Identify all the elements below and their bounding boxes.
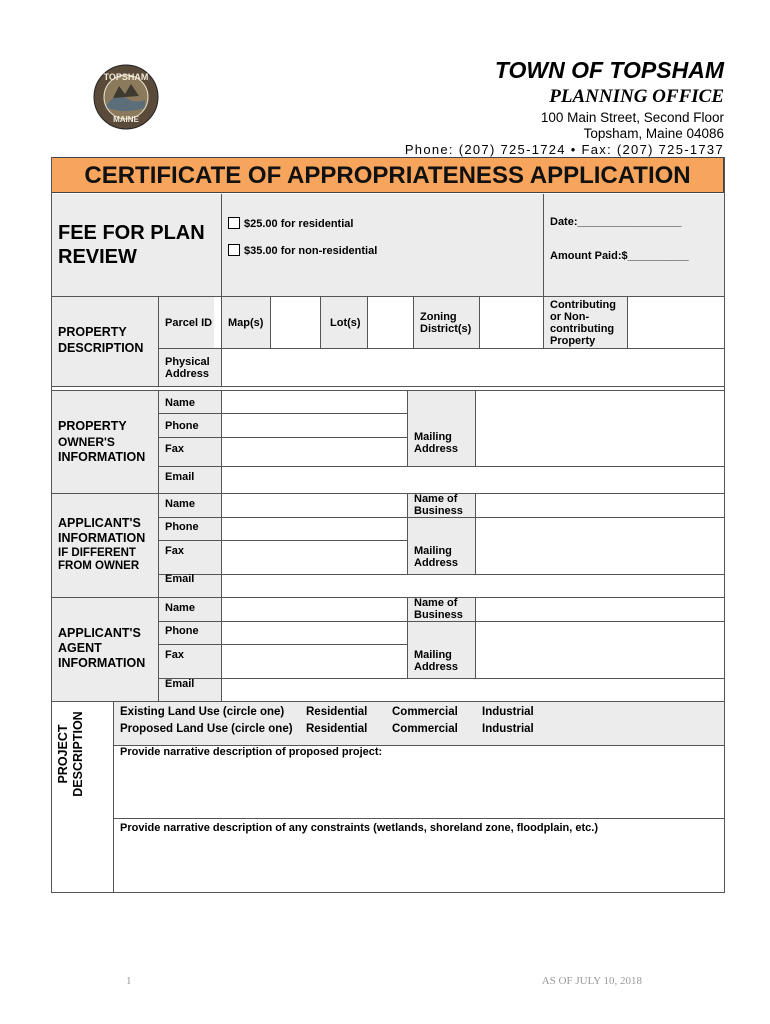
agent-v1 — [158, 597, 159, 701]
prop-v8 — [543, 296, 544, 348]
applicant-fax-label: Fax — [165, 545, 184, 557]
applicant-email-label: Email — [165, 573, 195, 585]
town-seal-logo — [93, 64, 159, 130]
constraints-label: Provide narrative description of any constraints (wetlands, shoreland zone, floodplain, etc.) — [120, 822, 598, 834]
applicant-name-input[interactable] — [222, 494, 406, 516]
physical-address-label-line1: Physical — [165, 356, 210, 368]
proposed-land-use-label: Proposed Land Use (circle one) — [120, 723, 293, 735]
agent-bottom — [51, 701, 725, 702]
amount-paid-field[interactable]: Amount Paid:$__________ — [550, 250, 689, 262]
parcel-id-label: Parcel ID — [165, 317, 213, 329]
owner-fax-label: Fax — [165, 443, 184, 455]
project-h2 — [113, 818, 725, 819]
owner-mailing-input[interactable] — [476, 391, 723, 465]
contrib-label-line2: or Non- — [550, 311, 590, 323]
proposed-commercial-option[interactable]: Commercial — [392, 723, 458, 735]
owner-name-input[interactable] — [222, 391, 406, 412]
outer-left-border — [51, 157, 52, 893]
owner-phone-input[interactable] — [222, 414, 406, 436]
lots-label: Lot(s) — [330, 317, 361, 329]
owner-heading-line3: INFORMATION — [58, 450, 146, 464]
existing-industrial-option[interactable]: Industrial — [482, 706, 534, 718]
svg-text:TOPSHAM: TOPSHAM — [103, 72, 149, 82]
owner-phone-label: Phone — [165, 420, 199, 432]
title-band — [51, 157, 724, 193]
agent-fax-label: Fax — [165, 649, 184, 661]
agent-business-label-line1: Name of — [414, 597, 458, 609]
applicant-business-label-line1: Name of — [414, 493, 458, 505]
outer-right-border — [724, 157, 725, 893]
applicant-mailing-label-line2: Address — [414, 557, 459, 569]
owner-fax-input[interactable] — [222, 438, 406, 465]
agent-mailing-input[interactable] — [476, 622, 723, 677]
proposed-industrial-option[interactable]: Industrial — [482, 723, 534, 735]
prop-v1 — [158, 296, 159, 386]
agent-business-label-line2: Business — [414, 609, 463, 621]
owner-heading-line2: OWNER'S — [58, 435, 115, 449]
residential-fee-label: $25.00 for residential — [244, 218, 354, 230]
app-v1 — [158, 493, 159, 597]
address-line-2: Topsham, Maine 04086 — [583, 126, 724, 141]
svg-text:MAINE: MAINE — [113, 115, 139, 124]
physical-address-input[interactable] — [222, 349, 723, 385]
owner-mailing-label-line2: Address — [414, 443, 459, 455]
applicant-mailing-input[interactable] — [476, 518, 723, 573]
nonresidential-fee-label: $35.00 for non-residential — [244, 245, 378, 257]
constraints-input[interactable] — [114, 836, 724, 892]
applicant-heading-line1: APPLICANT'S — [58, 516, 141, 530]
fee-heading-line2: REVIEW — [58, 246, 137, 268]
proposed-residential-option[interactable]: Residential — [306, 723, 368, 735]
project-heading — [56, 706, 104, 802]
fee-heading-line1: FEE FOR PLAN — [58, 222, 205, 244]
applicant-heading-line3: IF DIFFERENT — [58, 547, 136, 559]
owner-email-label: Email — [165, 471, 195, 483]
address-line-1: 100 Main Street, Second Floor — [540, 110, 724, 125]
contrib-label-line3: contributing — [550, 323, 615, 335]
outer-bottom-border — [51, 892, 725, 893]
agent-email-label: Email — [165, 678, 195, 690]
applicant-email-input[interactable] — [222, 575, 723, 596]
town-name: TOWN OF TOPSHAM — [494, 57, 724, 83]
residential-fee-checkbox[interactable] — [228, 217, 240, 229]
maps-input[interactable] — [271, 297, 319, 347]
applicant-heading-line2: INFORMATION — [58, 531, 146, 545]
zoning-label-line1: Zoning — [420, 311, 457, 323]
applicant-name-label: Name — [165, 498, 195, 510]
agent-phone-label: Phone — [165, 625, 199, 637]
phone-fax: Phone: (207) 725-1724 • Fax: (207) 725-1737 — [404, 142, 724, 157]
fee-shade — [52, 194, 724, 296]
project-heading-line2: DESCRIPTION — [71, 711, 85, 797]
form-title: CERTIFICATE OF APPROPRIATENESS APPLICATION — [84, 162, 691, 189]
agent-heading-line2: AGENT — [58, 641, 102, 655]
applicant-phone-input[interactable] — [222, 518, 406, 539]
agent-name-input[interactable] — [222, 598, 406, 620]
existing-land-use-label: Existing Land Use (circle one) — [120, 706, 285, 718]
owner-heading-line1: PROPERTY — [58, 419, 127, 433]
applicant-business-input[interactable] — [476, 494, 723, 516]
applicant-business-label-line2: Business — [414, 505, 463, 517]
owner-v1 — [158, 390, 159, 493]
contributing-input[interactable] — [628, 297, 723, 347]
applicant-fax-input[interactable] — [222, 541, 406, 573]
existing-residential-option[interactable]: Residential — [306, 706, 368, 718]
applicant-phone-label: Phone — [165, 521, 199, 533]
agent-fax-input[interactable] — [222, 645, 406, 677]
narrative-label: Provide narrative description of proposed project: — [120, 746, 383, 758]
agent-email-input[interactable] — [222, 679, 723, 700]
project-heading-line1: PROJECT — [56, 724, 70, 784]
owner-v3 — [407, 390, 408, 466]
seal-icon — [93, 64, 159, 130]
prop-v6 — [413, 296, 414, 348]
property-heading-line1: PROPERTY — [58, 325, 127, 339]
nonresidential-fee-checkbox[interactable] — [228, 244, 240, 256]
page-number: 1 — [126, 975, 132, 987]
lots-input[interactable] — [368, 297, 412, 347]
date-field[interactable]: Date:_________________ — [550, 216, 682, 228]
fee-divider-1 — [221, 194, 222, 296]
fee-divider-2 — [543, 194, 544, 296]
agent-v3 — [407, 597, 408, 678]
property-heading-line2: DESCRIPTION — [58, 341, 144, 355]
existing-commercial-option[interactable]: Commercial — [392, 706, 458, 718]
agent-business-input[interactable] — [476, 598, 723, 620]
as-of-date: AS OF JULY 10, 2018 — [541, 975, 642, 987]
owner-email-input[interactable] — [222, 467, 723, 492]
agent-name-label: Name — [165, 602, 195, 614]
contrib-label-line4: Property — [550, 335, 596, 347]
agent-heading-line3: INFORMATION — [58, 656, 146, 670]
app-v3 — [407, 493, 408, 574]
zoning-input[interactable] — [480, 297, 542, 347]
agent-mailing-label-line1: Mailing — [414, 649, 452, 661]
applicant-heading-line4: FROM OWNER — [58, 560, 140, 572]
zoning-label-line2: District(s) — [420, 323, 472, 335]
contrib-label-line1: Contributing — [550, 299, 616, 311]
agent-heading-line1: APPLICANT'S — [58, 626, 141, 640]
owner-name-label: Name — [165, 397, 195, 409]
agent-phone-input[interactable] — [222, 622, 406, 643]
maps-label: Map(s) — [228, 317, 264, 329]
office-name: PLANNING OFFICE — [549, 86, 724, 107]
physical-address-label-line2: Address — [165, 368, 210, 380]
applicant-mailing-label-line1: Mailing — [414, 545, 452, 557]
narrative-input[interactable] — [114, 760, 724, 817]
prop-bottom — [51, 386, 725, 387]
owner-mailing-label-line1: Mailing — [414, 431, 452, 443]
agent-mailing-label-line2: Address — [414, 661, 459, 673]
prop-v4 — [320, 296, 321, 348]
